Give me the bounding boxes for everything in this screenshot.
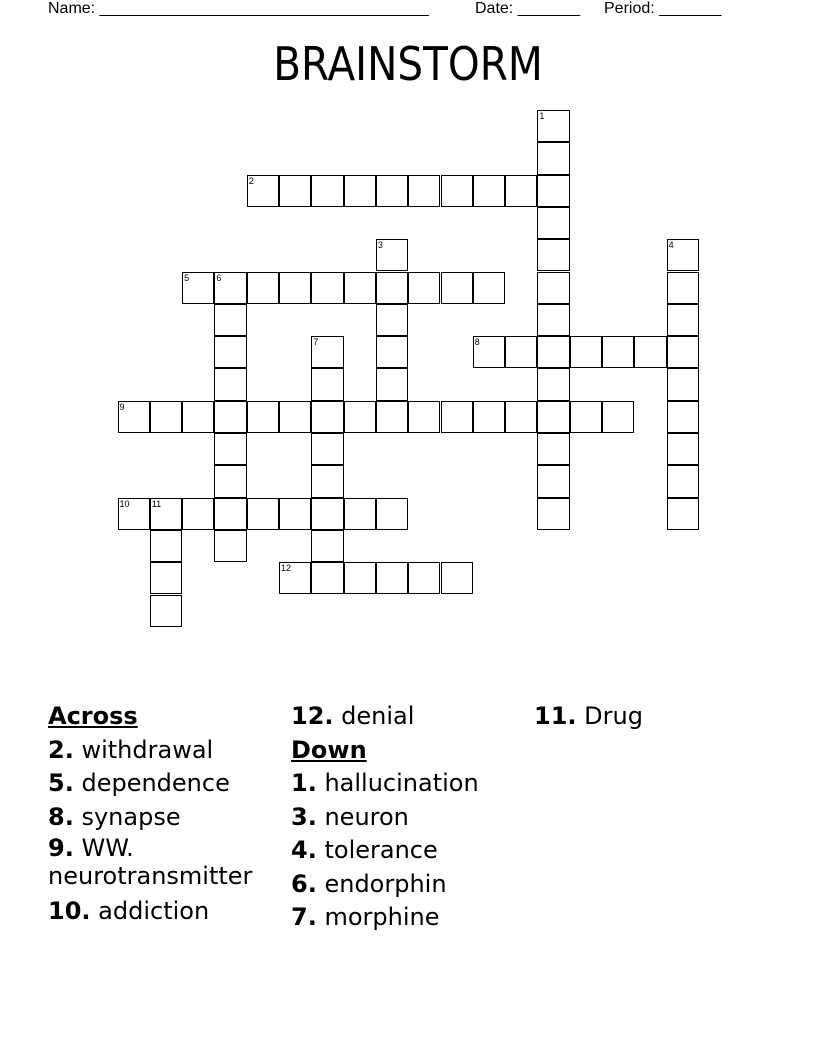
crossword-cell[interactable] — [667, 272, 699, 304]
name-field[interactable]: Name: _____________________________________ — [48, 0, 429, 17]
date-field[interactable]: Date: _______ — [475, 0, 580, 17]
crossword-cell[interactable] — [473, 336, 505, 368]
clues-column-2 — [291, 700, 479, 935]
clue-down-11: 11. Drug — [534, 702, 643, 730]
crossword-cell[interactable] — [376, 272, 408, 304]
clue-down-7: 7. morphine — [291, 903, 440, 931]
clue-down-4: 4. tolerance — [291, 836, 438, 864]
crossword-cell[interactable] — [408, 175, 440, 207]
crossword-cell[interactable] — [182, 401, 214, 433]
crossword-cell[interactable] — [311, 562, 343, 594]
crossword-cell[interactable] — [247, 175, 279, 207]
crossword-cell[interactable] — [182, 498, 214, 530]
clue-down-6: 6. endorphin — [291, 869, 447, 898]
crossword-cell[interactable] — [408, 272, 440, 304]
clue-across-10: 10. addiction — [48, 897, 210, 925]
crossword-cell[interactable] — [473, 175, 505, 207]
clue-number-label: 6 — [216, 272, 222, 283]
student-info-header — [48, 0, 768, 20]
crossword-cell[interactable] — [214, 368, 246, 400]
crossword-cell[interactable] — [311, 465, 343, 497]
crossword-cell[interactable] — [311, 498, 343, 530]
crossword-cell[interactable] — [376, 562, 408, 594]
crossword-cell[interactable] — [505, 401, 537, 433]
crossword-cell[interactable] — [667, 498, 699, 530]
crossword-cell[interactable] — [150, 595, 182, 627]
clues-column-1 — [48, 700, 252, 929]
crossword-cell[interactable] — [214, 336, 246, 368]
crossword-cell[interactable] — [537, 433, 569, 465]
puzzle-title: BRAINSTORM — [273, 37, 543, 91]
crossword-cell[interactable] — [214, 498, 246, 530]
clue-down-1: 1. hallucination — [291, 769, 479, 797]
crossword-cell[interactable] — [311, 401, 343, 433]
crossword-cell[interactable] — [118, 498, 150, 530]
crossword-cell[interactable] — [537, 465, 569, 497]
crossword-cell[interactable] — [247, 272, 279, 304]
crossword-cell[interactable] — [311, 175, 343, 207]
crossword-cell[interactable] — [279, 401, 311, 433]
clue-number-label: 8 — [474, 337, 480, 348]
crossword-cell[interactable] — [150, 562, 182, 594]
crossword-cell[interactable] — [667, 336, 699, 368]
crossword-cell[interactable] — [150, 498, 182, 530]
crossword-cell[interactable] — [150, 401, 182, 433]
crossword-cell[interactable] — [505, 336, 537, 368]
crossword-cell[interactable] — [376, 368, 408, 400]
crossword-cell[interactable] — [376, 175, 408, 207]
crossword-cell[interactable] — [344, 401, 376, 433]
crossword-cell[interactable] — [602, 336, 634, 368]
crossword-cell[interactable] — [376, 336, 408, 368]
crossword-cell[interactable] — [344, 175, 376, 207]
clue-number-label: 5 — [184, 272, 190, 283]
crossword-cell[interactable] — [118, 401, 150, 433]
crossword-cell[interactable] — [279, 498, 311, 530]
crossword-cell[interactable] — [473, 401, 505, 433]
crossword-cell[interactable] — [537, 498, 569, 530]
crossword-cell[interactable] — [537, 142, 569, 174]
crossword-cell[interactable] — [214, 465, 246, 497]
crossword-cell[interactable] — [602, 401, 634, 433]
crossword-cell[interactable] — [667, 433, 699, 465]
clue-across-2: 2. withdrawal — [48, 735, 214, 764]
crossword-cell[interactable] — [311, 272, 343, 304]
crossword-cell[interactable] — [441, 272, 473, 304]
clue-down-3: 3. neuron — [291, 802, 409, 831]
crossword-cell[interactable] — [214, 433, 246, 465]
crossword-cell[interactable] — [182, 272, 214, 304]
clue-across-9: 9. WW. neurotransmitter — [48, 834, 253, 890]
crossword-cell[interactable] — [537, 110, 569, 142]
crossword-cell[interactable] — [311, 530, 343, 562]
clue-number-label: 4 — [668, 240, 674, 251]
clue-number-label: 1 — [539, 111, 545, 121]
crossword-cell[interactable] — [667, 401, 699, 433]
clue-number-label: 9 — [119, 401, 125, 412]
clue-number-label: 2 — [248, 175, 254, 186]
crossword-cell[interactable] — [537, 175, 569, 207]
crossword-cell[interactable] — [311, 368, 343, 400]
crossword-cell[interactable] — [376, 401, 408, 433]
crossword-cell[interactable] — [311, 433, 343, 465]
crossword-cell[interactable] — [376, 239, 408, 271]
crossword-cell[interactable] — [344, 272, 376, 304]
clue-number-label: 3 — [377, 240, 383, 251]
crossword-cell[interactable] — [344, 498, 376, 530]
crossword-cell[interactable] — [505, 175, 537, 207]
period-field[interactable]: Period: _______ — [604, 0, 722, 17]
crossword-cell[interactable] — [537, 272, 569, 304]
crossword-cell[interactable] — [214, 272, 246, 304]
crossword-cell[interactable] — [376, 498, 408, 530]
clue-number-label: 10 — [119, 498, 130, 509]
crossword-cell[interactable] — [537, 239, 569, 271]
clue-across-12: 12. denial — [291, 702, 415, 730]
crossword-cell[interactable] — [570, 401, 602, 433]
clue-across-5: 5. dependence — [48, 769, 230, 797]
crossword-cell[interactable] — [537, 304, 569, 336]
clue-number-label: 7 — [313, 337, 319, 348]
across-heading: Across — [48, 702, 138, 730]
crossword-cell[interactable] — [279, 562, 311, 594]
crossword-cell[interactable] — [570, 336, 602, 368]
crossword-cell[interactable] — [667, 368, 699, 400]
crossword-cell[interactable] — [537, 368, 569, 400]
crossword-cell[interactable] — [537, 336, 569, 368]
crossword-cell[interactable] — [667, 465, 699, 497]
clue-number-label: 12 — [281, 563, 292, 574]
crossword-cell[interactable] — [376, 304, 408, 336]
crossword-cell[interactable] — [408, 401, 440, 433]
crossword-cell[interactable] — [214, 304, 246, 336]
clues-column-3 — [534, 700, 643, 734]
clue-number-label: 11 — [151, 498, 162, 509]
crossword-cell[interactable] — [537, 207, 569, 239]
crossword-cell[interactable] — [667, 239, 699, 271]
crossword-cell[interactable] — [279, 175, 311, 207]
crossword-cell[interactable] — [311, 336, 343, 368]
crossword-cell[interactable] — [537, 401, 569, 433]
crossword-cell[interactable] — [441, 175, 473, 207]
down-heading: Down — [291, 735, 367, 764]
crossword-cell[interactable] — [247, 401, 279, 433]
crossword-cell[interactable] — [344, 562, 376, 594]
crossword-cell[interactable] — [247, 498, 279, 530]
crossword-cell[interactable] — [634, 336, 666, 368]
crossword-cell[interactable] — [408, 562, 440, 594]
crossword-cell[interactable] — [214, 530, 246, 562]
crossword-cell[interactable] — [441, 401, 473, 433]
crossword-cell[interactable] — [473, 272, 505, 304]
crossword-cell[interactable] — [667, 304, 699, 336]
crossword-cell[interactable] — [150, 530, 182, 562]
crossword-cell[interactable] — [214, 401, 246, 433]
clue-across-8: 8. synapse — [48, 802, 181, 831]
crossword-cell[interactable] — [279, 272, 311, 304]
crossword-cell[interactable] — [441, 562, 473, 594]
